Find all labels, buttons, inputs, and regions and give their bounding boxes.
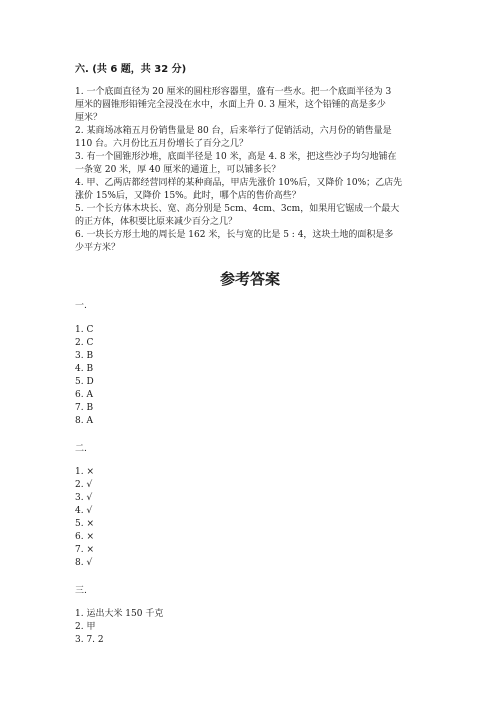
question-6: 6. 一块长方形土地的周长是 162 米，长与宽的比是 5 : 4，这块土地的面积是多 少平方米？ [75, 230, 394, 253]
answer-1-3: 3. B [75, 351, 94, 361]
answer-2-6: 6. × [75, 532, 94, 542]
answer-1-5: 5. D [75, 377, 94, 387]
answer-1-4: 4. B [75, 364, 94, 374]
answer-1-7: 7. B [75, 403, 94, 413]
question-1: 1. 一个底面直径为 20 厘米的圆柱形容器里，盛有一些水。把一个底面半径为 3 厘米的圆锥形铅锤完全浸没在水中，水面上升 0. 3 厘米，这个铅锤的高是多少 厘米？ [75, 87, 392, 123]
answer-3-1: 1. 运出大米 150 千克 [75, 609, 164, 619]
answer-2-1: 1. × [75, 467, 94, 477]
part-2-label: 二. [75, 444, 87, 454]
answer-2-3: 3. √ [75, 493, 93, 503]
answer-key-title: 参考答案 [219, 270, 280, 288]
part-3-label: 三. [75, 586, 87, 596]
part-1-label: 一. [75, 301, 87, 311]
question-4: 4. 甲、乙两店都经营同样的某种商品，甲店先涨价 10%后，又降价 10%；乙店先 涨价 15%后，又降价 15%。此时，哪个店的售价高些？ [75, 178, 403, 201]
answer-2-7: 7. × [75, 545, 94, 555]
answer-1-6: 6. A [75, 390, 93, 400]
section-title: 六. (共 6 题，共 32 分) [75, 64, 187, 75]
answer-2-5: 5. × [75, 519, 94, 529]
answer-1-8: 8. A [75, 416, 93, 426]
question-2: 2. 某商场冰箱五月份销售量是 80 台，后来举行了促销活动，六月份的销售量是 110 台。六月份比五月份增长了百分之几？ [75, 126, 392, 149]
answer-1-2: 2. C [75, 338, 94, 348]
question-3: 3. 有一个圆锥形沙堆，底面半径是 10 米，高是 4. 8 米，把这些沙子均匀地铺在 一条宽 20 米，厚 40 厘米的通道上，可以铺多长？ [75, 152, 397, 175]
answer-2-2: 2. √ [75, 480, 93, 490]
answer-1-1: 1. C [75, 325, 94, 335]
answer-3-3: 3. 7. 2 [75, 635, 104, 645]
question-5: 5. 一个长方体木块长、宽、高分别是 5cm、4cm、3cm，如果用它锯成一个最大 的正方体，体积要比原来减少百分之几？ [75, 204, 400, 227]
answer-2-8: 8. √ [75, 558, 93, 568]
answer-2-4: 4. √ [75, 506, 93, 516]
answer-3-2: 2. 甲 [75, 622, 96, 632]
